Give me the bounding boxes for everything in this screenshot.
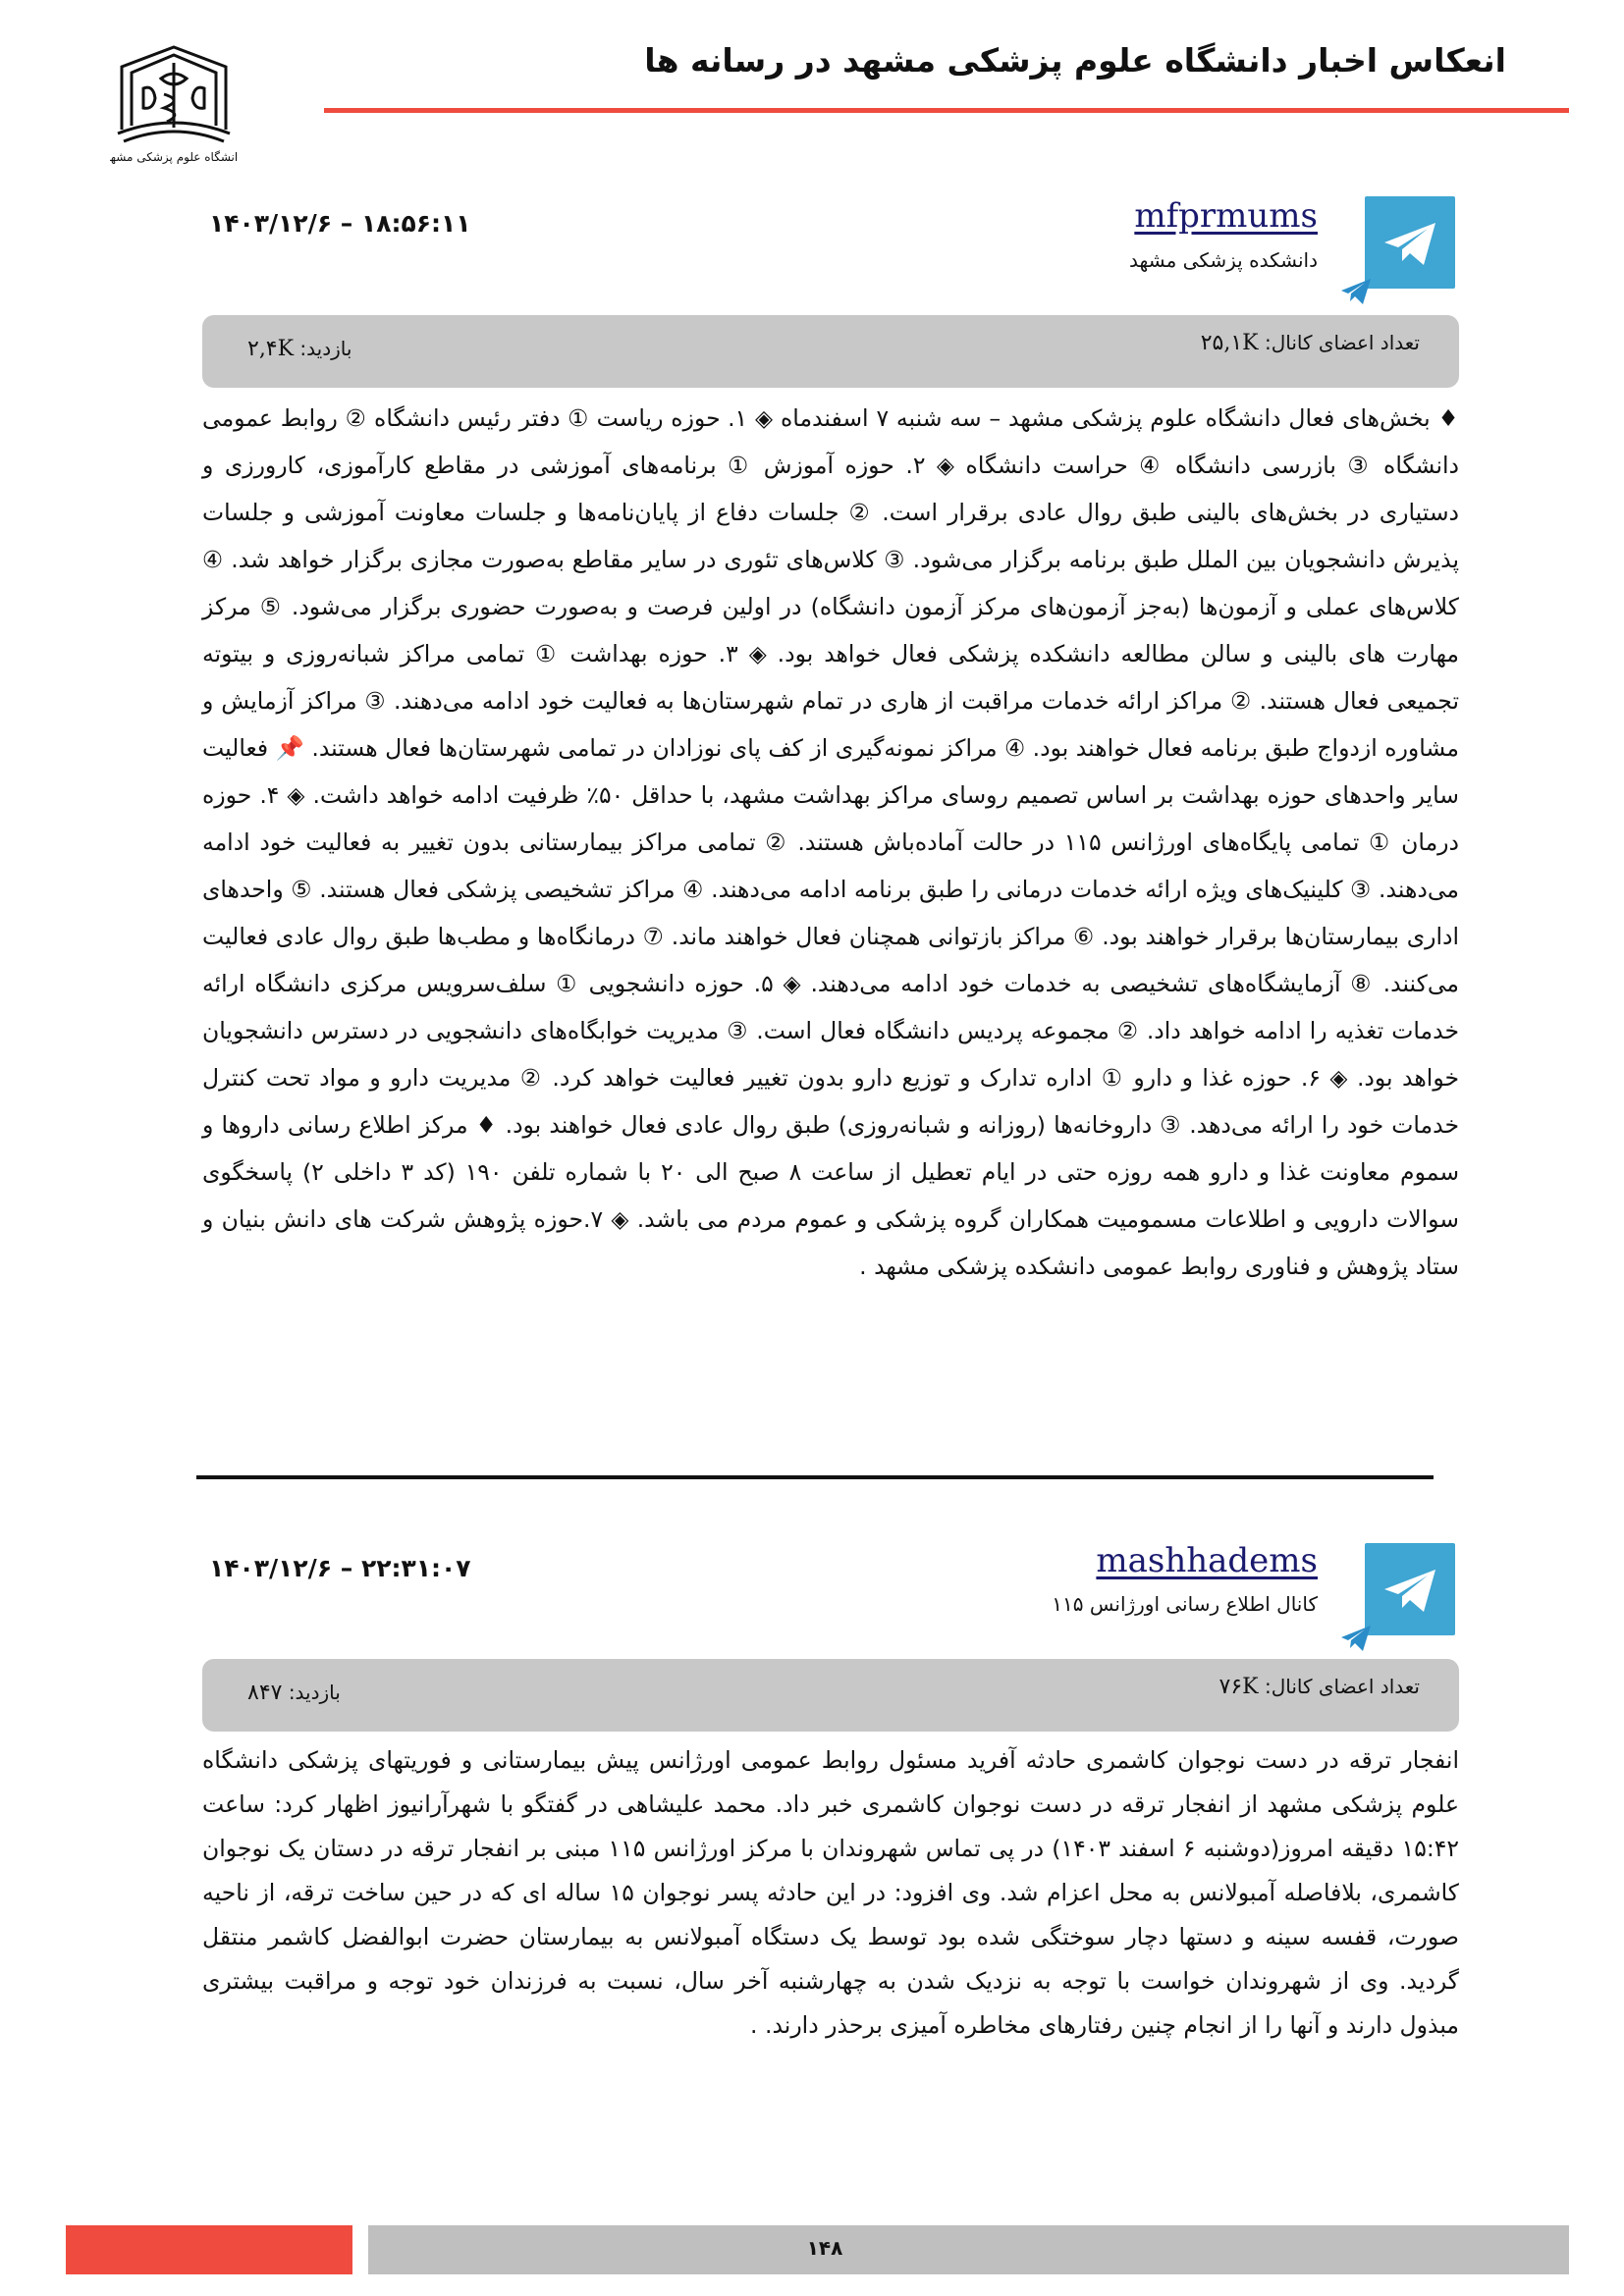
members-value: ۷۶K xyxy=(1218,1675,1259,1699)
post-stats-bar xyxy=(202,315,1459,388)
views-count xyxy=(247,1681,341,1705)
svg-text:دانشگاه علوم پزشکی مشهد: دانشگاه علوم پزشکی مشهد xyxy=(110,150,238,164)
post-date: ۱۴۰۳/۱۲/۶ – ۲۲:۳۱:۰۷ xyxy=(209,1554,471,1582)
telegram-icon xyxy=(1365,196,1455,289)
post-date: ۱۴۰۳/۱۲/۶ – ۱۸:۵۶:۱۱ xyxy=(209,209,471,238)
header-divider xyxy=(324,108,1569,113)
views-label: بازدید: xyxy=(288,1681,341,1704)
telegram-icon xyxy=(1365,1543,1455,1635)
page-number: ۱۴۸ xyxy=(806,2236,843,2260)
members-count xyxy=(1219,1675,1420,1699)
views-label: بازدید: xyxy=(299,337,352,360)
telegram-plane-icon xyxy=(1339,1624,1373,1653)
post-body: ♦ بخش‌های فعال دانشگاه علوم پزشکی مشهد – سه شنبه ۷ اسفندماه ◈ ۱. حوزه ریاست ① دفتر رئیس دانشگاه ② روابط عمومی دانشگاه ③ بازرسی دانشگاه ④ حراست دانشگاه ◈ ۲. حوزه آموزش ① برنامه‌های آموزشی در مقاطع کارآموزی، کارورزی و دستیاری در بخش‌های بالینی طبق روال عادی برقرار است. ② جلسات دفاع از پایان‌نامه‌ها و جلسات معاونت آموزشی و جلسات پذیرش دانشجویان بین الملل طبق برنامه برگزار می‌شود. ③ کلاس‌های تئوری در سایر مقاطع به‌صورت مجازی برگزار خواهد شد. ④ کلاس‌های عملی و آزمون‌ها (به‌جز آزمون‌های مرکز آزمون دانشگاه) در اولین فرصت و به‌صورت حضوری برگزار می‌شود. ⑤ مرکز مهارت های بالینی و سالن مطالعه دانشکده پزشکی فعال خواهد بود. ◈ ۳. حوزه بهداشت ① تمامی مراکز شبانه‌روزی و بیتوته تجمیعی فعال هستند. ② مراکز ارائه خدمات مراقبت از هاری در تمام شهرستان‌ها به فعالیت خود ادامه می‌دهند. ③ مراکز آزمایش و مشاوره ازدواج طبق برنامه فعال خواهند بود. ④ مراکز نمونه‌گیری از کف پای نوزادان در تمامی شهرستان‌ها فعال هستند. 📌 فعالیت سایر واحدهای حوزه بهداشت بر اساس تصمیم روسای مراکز بهداشت مشهد، با حداقل ۵۰٪ ظرفیت ادامه خواهد داشت. ◈ ۴. حوزه درمان ① تمامی پایگاه‌های اورژانس ۱۱۵ در حالت آماده‌باش هستند. ② تمامی مراکز بیمارستانی بدون تغییر به فعالیت خود ادامه می‌دهند. ③ کلینیک‌های ویژه ارائه خدمات درمانی را طبق برنامه ادامه می‌دهند. ④ مراکز تشخیصی پزشکی فعال هستند. ⑤ واحدهای اداری بیمارستان‌ها برقرار خواهند بود. ⑥ مراکز بازتوانی همچنان فعال خواهند ماند. ⑦ درمانگاه‌ها و مطب‌ها طبق روال عادی فعالیت می‌کنند. ⑧ آزمایشگاه‌های تشخیصی به خدمات خود ادامه می‌دهند. ◈ ۵. حوزه دانشجویی ① سلف‌سرویس مرکزی دانشگاه ارائه خدمات تغذیه را ادامه خواهد داد. ② مجموعه پردیس دانشگاه فعال است. ③ مدیریت خوابگاه‌های دانشجویی در دسترس دانشجویان خواهد بود. ◈ ۶. حوزه غذا و دارو ① اداره تدارک و توزیع دارو بدون تغییر فعالیت خواهد کرد. ② مدیریت دارو و مواد تحت کنترل خدمات خود را ارائه می‌دهد. ③ داروخانه‌ها (روزانه و شبانه‌روزی) طبق روال عادی فعال خواهند بود. ♦ مرکز اطلاع رسانی داروها و سموم معاونت غذا و دارو همه روزه حتی در ایام تعطیل از ساعت ۸ صبح الی ۲۰ با شماره تلفن ۱۹۰ (کد ۳ داخلی ۲) پاسخگوی سوالات دارویی و اطلاعات مسمومیت همکاران گروه پزشکی و عموم مردم می باشد. ◈ ۷.حوزه پژوهش شرکت های دانش بنیان و ستاد پژوهش و فناوری روابط عمومی دانشکده پزشکی مشهد . xyxy=(202,404,1460,1280)
members-label: تعداد اعضای کانال: xyxy=(1264,331,1420,354)
members-count xyxy=(1201,331,1420,355)
page-title: انعکاس اخبار دانشگاه علوم پزشکی مشهد در رسانه ها xyxy=(644,41,1506,80)
members-label: تعداد اعضای کانال: xyxy=(1264,1675,1420,1698)
university-logo xyxy=(110,39,238,169)
views-count xyxy=(247,337,352,361)
post-body: انفجار ترقه در دست نوجوان کاشمری حادثه آفرید مسئول روابط عمومی اورژانس پیش بیمارستانی و فوریتهای پزشکی دانشگاه علوم پزشکی مشهد از انفجار ترقه در دست نوجوان کاشمری خبر داد. محمد علیشاهی در گفتگو با شهرآرانیوز اظهار کرد: ساعت ۱۵:۴۲ دقیقه امروز(دوشنبه ۶ اسفند ۱۴۰۳) در پی تماس شهروندان با مرکز اورژانس ۱۱۵ مبنی بر انفجار ترقه در دستان یک نوجوان کاشمری، بلافاصله آمبولانس به محل اعزام شد. وی افزود: در این حادثه پسر نوجوان ۱۵ ساله ای که در حین ساخت ترقه، از ناحیه صورت، قفسه سینه و دستها دچار سوختگی شده بود توسط یک دستگاه آمبولانس به بیمارستان حضرت ابوالفضل کاشمر منتقل گردید. وی از شهروندان خواست با توجه به نزدیک شدن به چهارشنبه آخر سال، نسبت به فرزندان خود توجه و مراقبت بیشتری مبذول دارند و آنها را از انجام چنین رفتارهای مخاطره آمیزی برحذر دارند. . xyxy=(202,1746,1459,2039)
views-value: ۸۴۷ xyxy=(247,1681,283,1705)
channel-description: کانال اطلاع رسانی اورژانس ۱۱۵ xyxy=(1052,1592,1318,1616)
post-stats-bar xyxy=(202,1659,1459,1732)
footer-bar xyxy=(368,2225,1569,2274)
post-separator xyxy=(196,1475,1434,1479)
members-value: ۲۵,۱K xyxy=(1200,331,1259,355)
channel-description: دانشکده پزشکی مشهد xyxy=(1129,248,1318,272)
channel-name-link[interactable]: mfprmums xyxy=(1134,196,1318,236)
views-value: ۲,۴K xyxy=(247,337,295,361)
telegram-plane-icon xyxy=(1339,277,1373,306)
footer-accent-bar xyxy=(66,2225,352,2274)
channel-name-link[interactable]: mashhadems xyxy=(1096,1541,1318,1580)
